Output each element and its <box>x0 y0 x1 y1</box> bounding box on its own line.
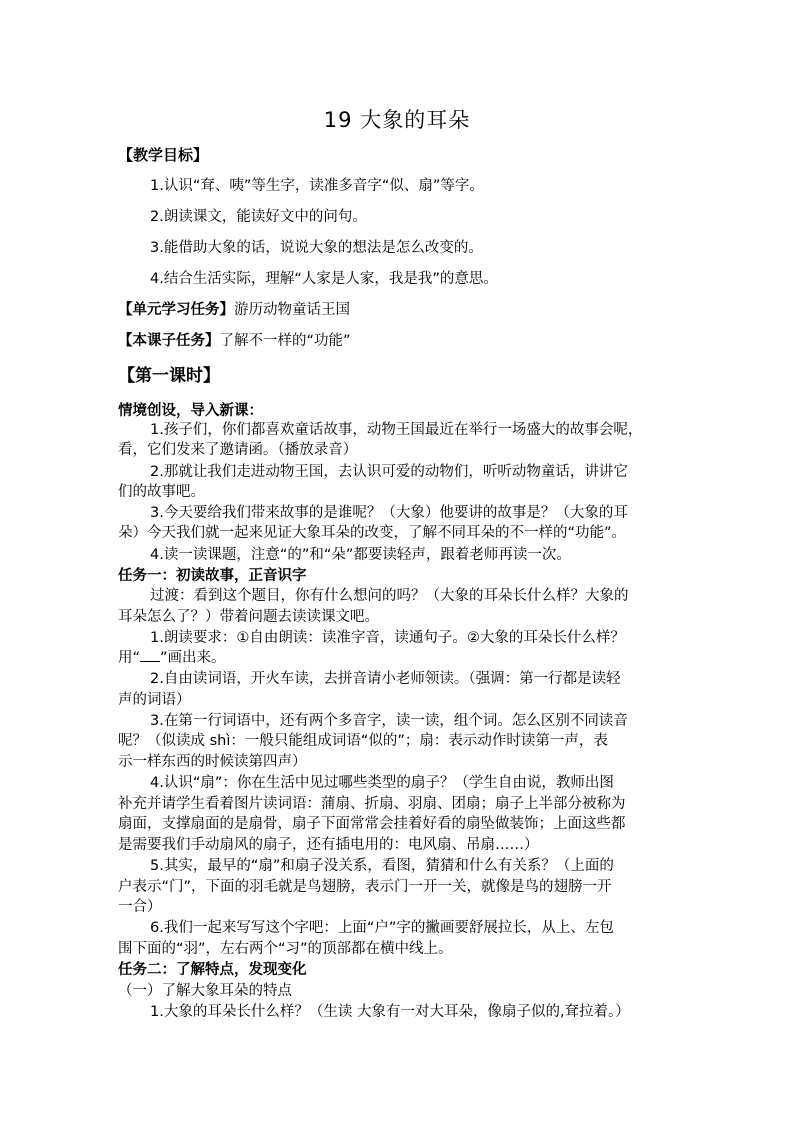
paragraph-line: 5.其实，最早的“扇”和扇子没关系，看图，猜猜和什么有关系？（上面的 <box>150 858 614 874</box>
paragraph-line: 示一样东西的时候读第四声） <box>118 754 307 770</box>
paragraph-line: 1.朗读要求：①自由朗读：读准字音，读通句子。②大象的耳朵长什么样？ <box>150 630 625 646</box>
objective-item: 1.认识“耷、咦”等生字，读准多音字“似、扇”等字。 <box>150 178 484 194</box>
paragraph-line: 过渡：看到这个题目，你有什么想问的吗？（大象的耳朵长什么样？大象的 <box>150 588 629 604</box>
objective-item: 4.结合生活实际，理解“人家是人家，我是我”的意思。 <box>150 271 498 287</box>
paragraph-line: 看，它们发来了邀请函。（播放录音） <box>118 442 358 458</box>
objective-item: 2.朗读课文，能读好文中的问句。 <box>150 209 367 225</box>
paragraph-line: 声的词语） <box>118 692 191 708</box>
paragraph-line: 围下面的“羽”，左右两个“习”的顶部都在横中线上。 <box>118 941 453 957</box>
paragraph-line: 3.在第一行词语中，还有两个多音字，读一读，组个词。怎么区别不同读音 <box>150 713 628 729</box>
text-fragment: 用“ <box>118 650 141 666</box>
unit-task-line <box>118 300 350 320</box>
paragraph-line: 补充并请学生看着图片读词语：蒲扇、折扇、羽扇、团扇；扇子上半部分被称为 <box>118 796 626 812</box>
task2-heading: 任务二：了解特点，发现变化 <box>118 962 307 978</box>
lesson-task-text: 了解不一样的“功能” <box>219 333 351 349</box>
text-fragment: ”画出来。 <box>160 650 226 666</box>
unit-task-heading: 【单元学习任务】 <box>118 302 234 318</box>
paragraph-line: 户表示“门”，下面的羽毛就是鸟翅膀，表示门一开一关，就像是鸟的翅膀一开 <box>118 879 612 895</box>
paragraph-line: （一）了解大象耳朵的特点 <box>118 983 292 999</box>
paragraph-line: 一合） <box>118 899 162 915</box>
period-heading: 【第一课时】 <box>118 366 220 386</box>
paragraph-line: 呢？（似读成 shì：一般只能组成词语“似的”；扇：表示动作时读第一声，表 <box>118 733 608 749</box>
paragraph-line: 6.我们一起来写写这个字吧：上面“户”字的撇画要舒展拉长，从上、左包 <box>150 920 614 936</box>
lesson-task-line <box>118 331 351 351</box>
paragraph-line: 扇面，支撑扇面的是扇骨，扇子下面常常会挂着好看的扇坠做装饰；上面这些都 <box>118 816 626 832</box>
intro-heading: 情境创设，导入新课： <box>118 403 263 419</box>
paragraph-line: 1.孩子们，你们都喜欢童话故事，动物王国最近在举行一场盛大的故事会呢， <box>150 422 643 438</box>
paragraph-line: 2.那就让我们走进动物王国，去认识可爱的动物们，听听动物童话，讲讲它 <box>150 464 628 480</box>
objective-item: 3.能借助大象的话，说说大象的想法是怎么改变的。 <box>150 240 483 256</box>
task1-heading: 任务一：初读故事，正音识字 <box>118 568 307 584</box>
paragraph-line: 是需要我们手动扇风的扇子，还有插电用的：电风扇、吊扇……） <box>118 837 539 853</box>
lesson-task-heading: 【本课子任务】 <box>118 333 220 349</box>
paragraph-line: 2.自由读词语，开火车读，去拼音请小老师领读。（强调：第一行都是读轻 <box>150 671 621 687</box>
unit-task-text: 游历动物童话王国 <box>234 302 350 318</box>
underline-blank <box>140 649 160 662</box>
paragraph-line: 耳朵怎么了？）带着问题去读读课文吧。 <box>118 609 379 625</box>
paragraph-line: 1.大象的耳朵长什么样？（生读 大象有一对大耳朵，像扇子似的,耷拉着。） <box>150 1004 630 1020</box>
paragraph-line: 3.今天要给我们带来故事的是谁呢？（大象）他要讲的故事是？（大象的耳 <box>150 505 628 521</box>
paragraph-line: 4.读一读课题，注意“的”和“朵”都要读轻声，跟着老师再读一次。 <box>150 547 571 563</box>
paragraph-line <box>118 648 226 668</box>
page-title: 19 大象的耳朵 <box>323 108 471 132</box>
paragraph-line: 朵）今天我们就一起来见证大象耳朵的改变，了解不同耳朵的不一样的“功能”。 <box>118 525 627 541</box>
paragraph-line: 们的故事吧。 <box>118 484 205 500</box>
paragraph-line: 4.认识“扇”：你在生活中见过哪些类型的扇子？（学生自由说，教师出图 <box>150 775 614 791</box>
objectives-heading: 【教学目标】 <box>118 146 209 164</box>
